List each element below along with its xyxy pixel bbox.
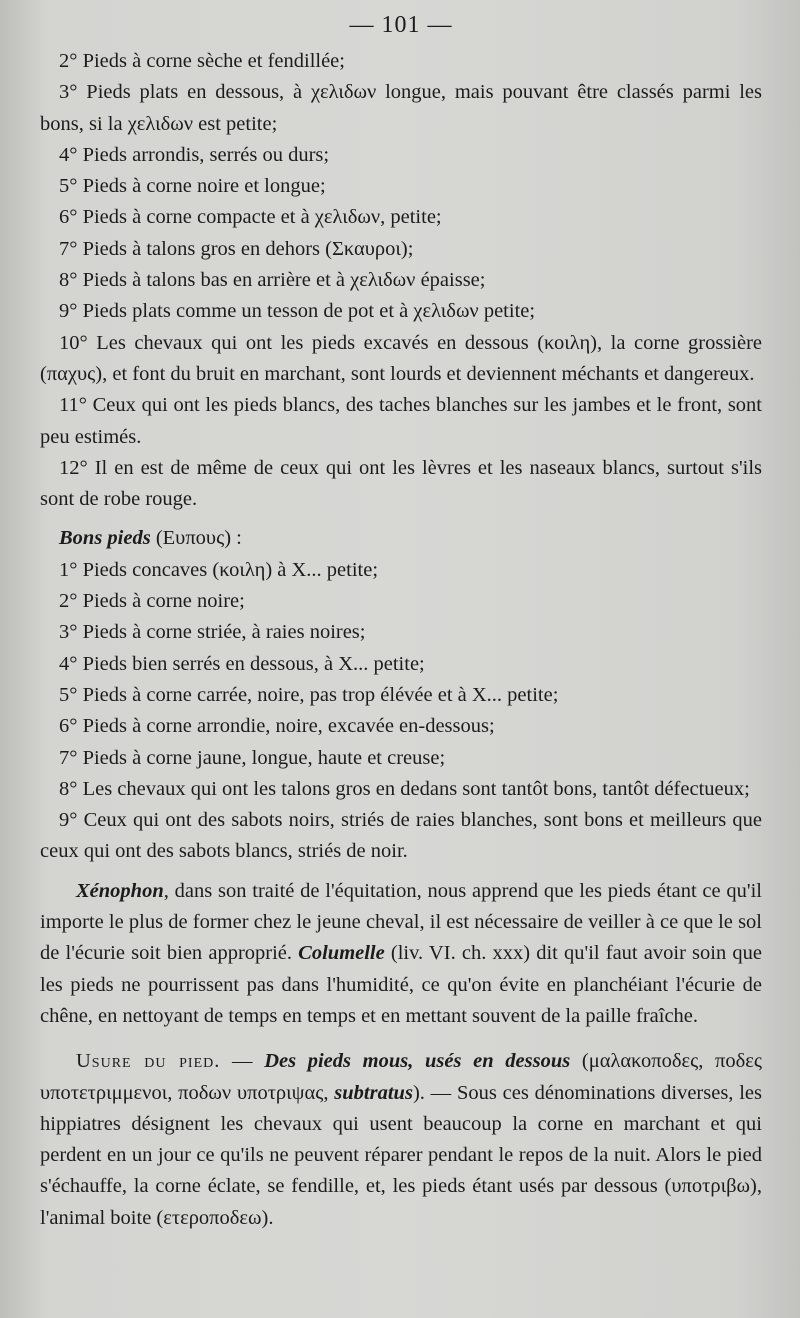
usure-paragraph: Usure du pied. — Des pieds mous, usés en dessous (μαλακοποδες, ποδες υποτετριμμενοι, ποδων υποτριψας, subtratus). — Sous ces dénominations diverses, les hippiatres désignent les chevaux qui usent beaucoup la corne en marchant et qui perdent en un jour ce qu'ils ne peuvent réparer pendant le repos de la nuit. Alors le pied s'échauffe, la corne éclate, se fendille, et, les pieds étant usés par dessous (υποτριβω), l'animal boite (ετεροποδεω). bbox=[40, 1050, 763, 1229]
list-item: 1° Pieds concaves (κοιλη) à X... petite; bbox=[59, 558, 379, 581]
list-item: 10° Les chevaux qui ont les pieds excavés en dessous (κοιλη), la corne grossière (παχυς), et font du bruit en marchant, sont lourds et deviennent méchants et dangereux. bbox=[40, 331, 763, 385]
list-item: 6° Pieds à corne compacte et à χελιδων, petite; bbox=[59, 206, 442, 229]
xenophon-paragraph: Xénophon, dans son traité de l'équitation, nous apprend que les pieds étant ce qu'il importe le plus de former chez le jeune cheval, il est nécessaire de veiller à ce que le sol de l'écurie soit bien approprié. Columelle (liv. VI. ch. xxx) dit qu'il faut avoir soin que les pieds ne pourrissent pas dans l'humidité, ce qu'on évite en planchéiant l'écurie de chêne, en nettoyant de temps en temps et en mettant souvent de la paille fraîche. bbox=[40, 879, 762, 1027]
list-item: 2° Pieds à corne noire; bbox=[59, 590, 245, 613]
page-number: — 101 — bbox=[349, 12, 453, 38]
defects-list bbox=[40, 46, 762, 515]
list-item: 8° Pieds à talons bas en arrière et à χελιδων épaisse; bbox=[59, 269, 486, 292]
section-heading-bons-pieds: Bons pieds (Ευπους) : bbox=[59, 527, 242, 550]
list-item: 3° Pieds à corne striée, à raies noires; bbox=[59, 621, 366, 644]
list-item: 3° Pieds plats en dessous, à χελιδων longue, mais pouvant être classés parmi les bons, si la χελιδων est petite; bbox=[40, 81, 763, 135]
list-item: 5° Pieds à corne noire et longue; bbox=[59, 175, 326, 198]
list-item: 4° Pieds bien serrés en dessous, à X... petite; bbox=[59, 652, 425, 675]
good-feet-list bbox=[40, 555, 762, 868]
list-item: 9° Pieds plats comme un tesson de pot et à χελιδων petite; bbox=[59, 300, 536, 323]
list-item: 12° Il en est de même de ceux qui ont les lèvres et les naseaux blancs, surtout s'ils sont de robe rouge. bbox=[40, 456, 763, 511]
list-item: 7° Pieds à corne jaune, longue, haute et creuse; bbox=[59, 746, 446, 769]
list-item: 2° Pieds à corne sèche et fendillée; bbox=[59, 50, 345, 72]
list-item: 11° Ceux qui ont les pieds blancs, des taches blanches sur les jambes et le front, sont peu estimés. bbox=[40, 394, 762, 448]
list-item: 4° Pieds arrondis, serrés ou durs; bbox=[59, 143, 330, 166]
list-item: 9° Ceux qui ont des sabots noirs, striés de raies blanches, sont bons et meilleurs que ceux qui ont des sabots blancs, striés de noir. bbox=[40, 809, 763, 863]
list-item: 8° Les chevaux qui ont les talons gros en dedans sont tantôt bons, tantôt défectueux; bbox=[59, 777, 750, 800]
list-item: 6° Pieds à corne arrondie, noire, excavée en-dessous; bbox=[59, 715, 495, 738]
list-item: 7° Pieds à talons gros en dehors (Σκαυροι); bbox=[59, 237, 414, 260]
list-item: 5° Pieds à corne carrée, noire, pas trop élévée et à X... petite; bbox=[59, 683, 559, 706]
